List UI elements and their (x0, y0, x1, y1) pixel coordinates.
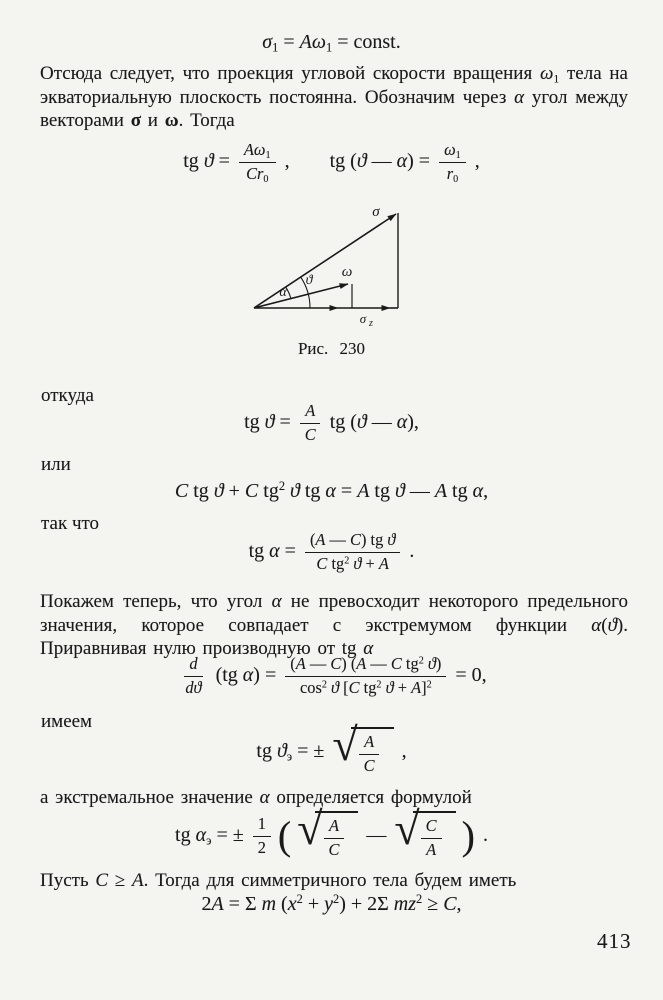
equation-tg-alpha (0, 531, 663, 574)
equation-tg-theta-minus-alpha: tg (ϑ — α) = $\frac{\omega 1}{r0}$ , (329, 140, 480, 185)
equation-tg-alpha-content: tg α = $\frac{\text{(A — C) tg ϑ}}{C tg^2 ϑ + A}$ . (248, 530, 415, 573)
word-imeem: имеем (41, 711, 93, 732)
sigma-vector (254, 214, 396, 308)
equation-sigma-const (0, 31, 663, 54)
word-otkuda: откуда (41, 385, 94, 406)
word-tak-chto: так что (41, 513, 100, 534)
omega-label: ω (341, 264, 353, 280)
sigma-z-label: σ (359, 311, 367, 326)
figure-230 (225, 196, 415, 338)
line-pust: Пусть C ≥ A. Тогда для симметричного тела будем иметь (40, 870, 517, 891)
equation-tg-alpha-extremum-content: tg αэ = ± $\frac{1}{2}$ ( √ $\frac{A}{C}$ — √ $\frac{C}{A}$ ) . (175, 811, 488, 862)
sigma-label: σ (372, 204, 380, 220)
paragraph-intro: Отсюда следует, что проекция угловой скорости вращения ω1 тела на экваториальную плоскость постоянна. Обозначим через α угол между векторами σ и ω. Тогда (40, 63, 628, 132)
sigma-z-label-subscript: z (369, 318, 373, 329)
line-extremal-value: а экстремальное значение α определяется формулой (40, 787, 472, 808)
theta-label: ϑ (305, 273, 313, 288)
equation-inertia-inequality-content: 2A = Σ m $(x^2 + y^2) + 2\Sigma$ $mz^2 \ge C$, (201, 892, 462, 915)
equation-tg-theta-extremum-content: tg ϑэ = ± √ $\frac{A}{C}$ , (256, 727, 406, 778)
equation-tg-alpha-extremum (0, 803, 663, 862)
equation-tg-theta-pair (0, 141, 663, 184)
paragraph-pokazhem: Покажем теперь, что угол α не превосходит некоторого предельного значения, которое совпадает с экстремумом функции α(ϑ). Приравнивая нулю производную от tg α (40, 591, 628, 660)
equation-tg-theta-ac-content: tg ϑ = $\frac{A}{C}$ tg (ϑ — α), (244, 401, 419, 444)
figure-caption: Рис. 230 (297, 339, 366, 358)
omega-vector (254, 284, 348, 308)
equation-inertia-inequality (0, 893, 663, 916)
equation-sigma-const-content: σ1 = Aω1 = const. (262, 31, 401, 55)
page-number: 413 (597, 929, 632, 953)
equation-expanded-content: C tg ϑ + C $tg^2$ ϑ tg α = A tg ϑ — A tg α, (174, 479, 489, 502)
equation-tg-theta: tg ϑ = $\frac{A\omega 1}{Cr0}$ , (183, 140, 290, 185)
equation-derivative (0, 655, 663, 698)
equation-tg-theta-ac (0, 402, 663, 445)
equation-derivative-content: $\frac{d}{dϑ}$ (tg α) = $\frac{(A — C) (A — C tg^2 ϑ)}{\cos^2 ϑ [C tg^2 ϑ + A]^2}$ = 0, (185, 654, 487, 697)
word-ili: или (41, 454, 71, 475)
alpha-label: α (279, 285, 287, 300)
equation-expanded (0, 480, 663, 503)
